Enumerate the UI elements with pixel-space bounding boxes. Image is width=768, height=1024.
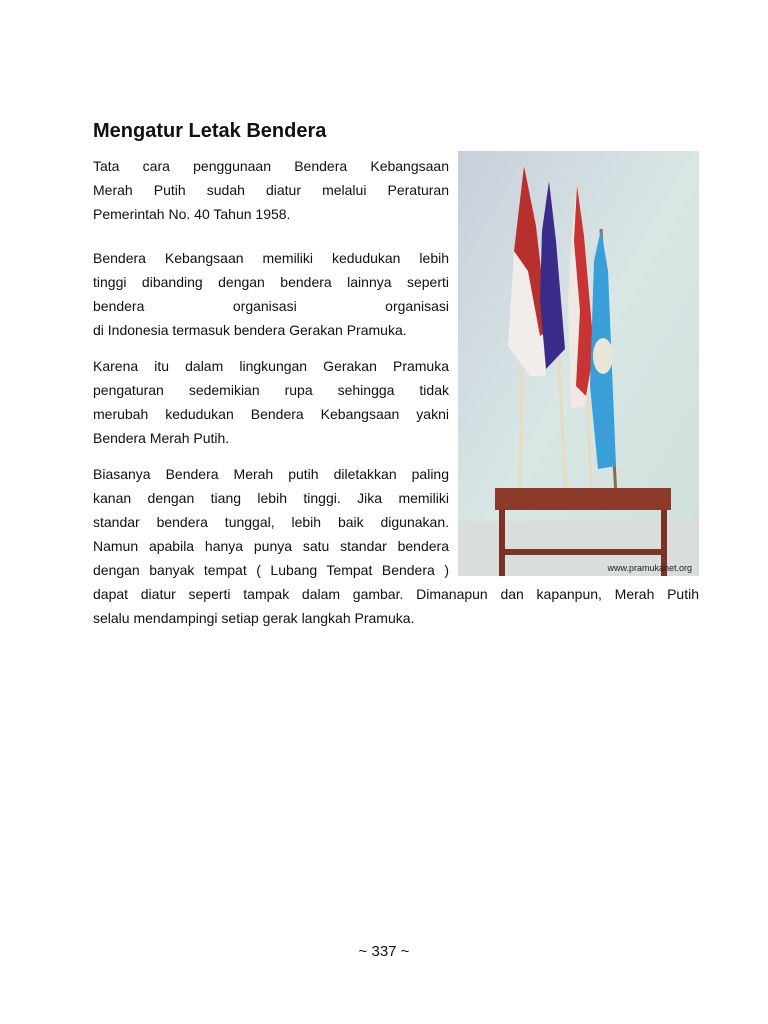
paragraph-2-line: di Indonesia termasuk bendera Gerakan Pramuka. [93, 322, 407, 338]
photo-watermark: www.pramukanet.org [607, 563, 692, 573]
paragraph-1-line: Merah Putih sudah diatur melalui Peraturan [93, 182, 449, 198]
paragraph-1-line: Tata cara penggunaan Bendera Kebangsaan [93, 158, 449, 174]
paragraph-4-line: kanan dengan tiang lebih tinggi. Jika memiliki [93, 490, 449, 506]
paragraph-2-line: bendera organisasi organisasi [93, 298, 449, 314]
paragraph-3-line: Karena itu dalam lingkungan Gerakan Pramuka [93, 358, 449, 374]
paragraph-4-line: dengan banyak tempat ( Lubang Tempat Bendera ) [93, 562, 449, 578]
paragraph-4-line: dapat diatur seperti tampak dalam gambar. Dimanapun dan kapanpun, Merah Putih [93, 586, 699, 602]
flags-photo [458, 151, 699, 576]
paragraph-1-line: Pemerintah No. 40 Tahun 1958. [93, 206, 291, 222]
paragraph-2-line: Bendera Kebangsaan memiliki kedudukan lebih [93, 250, 449, 266]
page-number: ~ 337 ~ [358, 943, 410, 960]
paragraph-4-line: Namun apabila hanya punya satu standar bendera [93, 538, 449, 554]
page-title: Mengatur Letak Bendera [93, 120, 327, 142]
paragraph-3-line: Bendera Merah Putih. [93, 430, 230, 446]
paragraph-4-line: standar bendera tunggal, lebih baik digunakan. [93, 514, 449, 530]
paragraph-2-line: tinggi dibanding dengan bendera lainnya seperti [93, 274, 449, 290]
paragraph-4-line: Biasanya Bendera Merah putih diletakkan paling [93, 466, 449, 482]
paragraph-3-line: pengaturan sedemikian rupa sehingga tidak [93, 382, 449, 398]
paragraph-3-line: merubah kedudukan Bendera Kebangsaan yakni [93, 406, 449, 422]
paragraph-4-line: selalu mendampingi setiap gerak langkah Pramuka. [93, 610, 415, 626]
